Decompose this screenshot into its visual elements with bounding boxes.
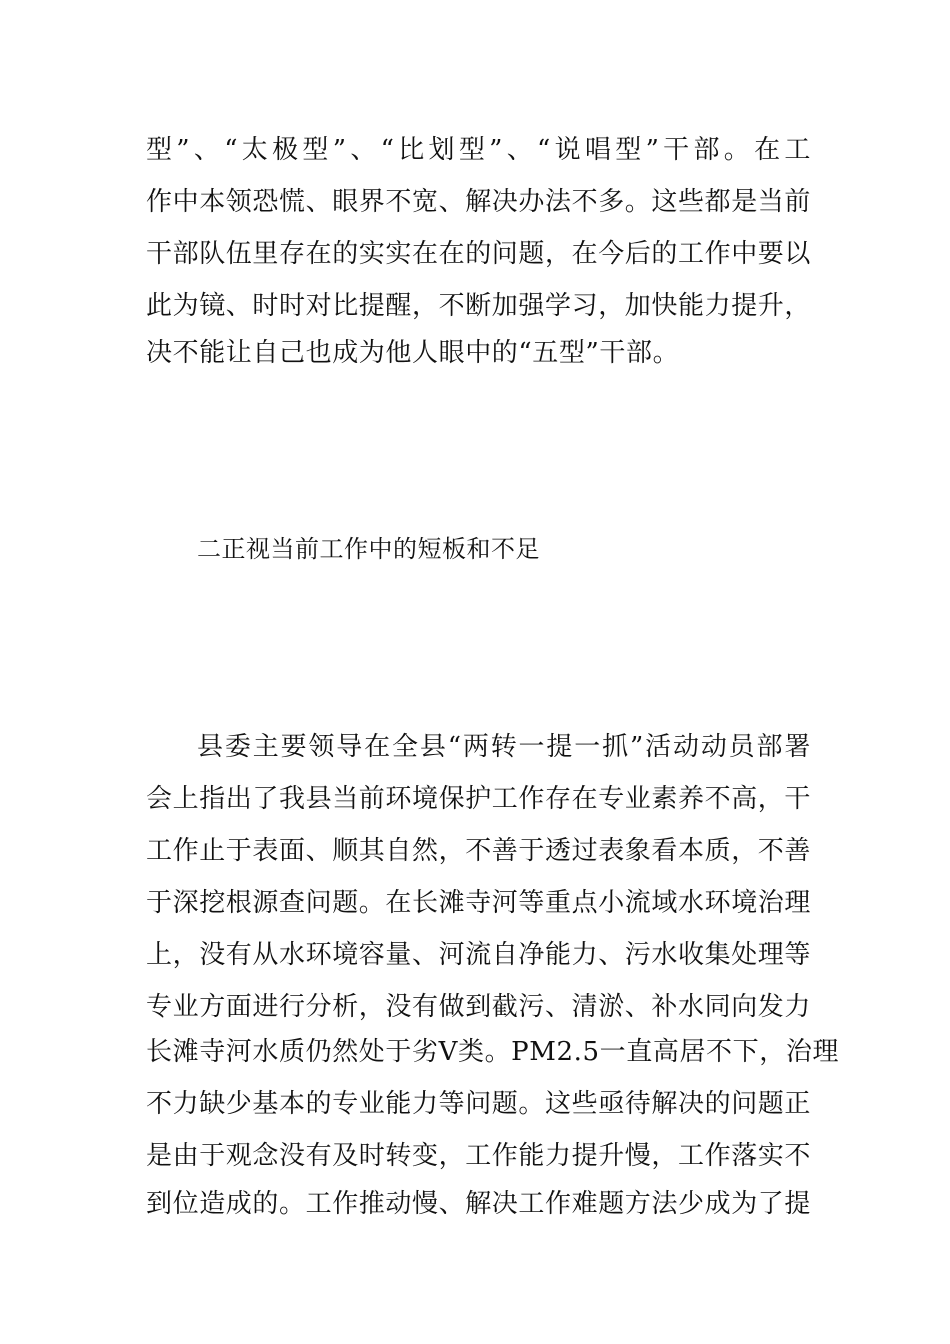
paragraph-1-line-4: 此为镜、时时对比提醒，不断加强学习，加快能力提升， [146,291,812,321]
paragraph-2-line-2: 会上指出了我县当前环境保护工作存在专业素养不高，干 [146,784,812,814]
paragraph-2-line-6: 专业方面进行分析，没有做到截污、清淤、补水同向发力 [146,992,812,1022]
paragraph-2-line-8: 不力缺少基本的专业能力等问题。这些亟待解决的问题正 [146,1089,812,1119]
paragraph-1-line-1: 型”、“太极型”、“比划型”、“说唱型”干部。在工 [146,135,811,165]
paragraph-1-line-3: 干部队伍里存在的实实在在的问题，在今后的工作中要以 [146,239,812,269]
paragraph-2-line-7: 长滩寺河水质仍然处于劣Ⅴ类。PM2.5一直高居不下，治理 [146,1037,840,1067]
paragraph-2-line-10: 到位造成的。工作推动慢、解决工作难题方法少成为了提 [146,1189,812,1219]
section-heading: 二正视当前工作中的短板和不足 [197,535,540,563]
paragraph-2-line-4: 于深挖根源查问题。在长滩寺河等重点小流域水环境治理 [146,888,812,918]
paragraph-2-line-1: 县委主要领导在全县“两转一提一抓”活动动员部署 [197,732,811,762]
paragraph-1-line-2: 作中本领恐慌、眼界不宽、解决办法不多。这些都是当前 [146,187,812,217]
paragraph-2-line-5: 上，没有从水环境容量、河流自净能力、污水收集处理等 [146,940,812,970]
paragraph-2-line-9: 是由于观念没有及时转变，工作能力提升慢，工作落实不 [146,1141,812,1171]
paragraph-1-line-5: 决不能让自己也成为他人眼中的“五型”干部。 [146,338,680,368]
paragraph-2-line-3: 工作止于表面、顺其自然，不善于透过表象看本质，不善 [146,836,812,866]
